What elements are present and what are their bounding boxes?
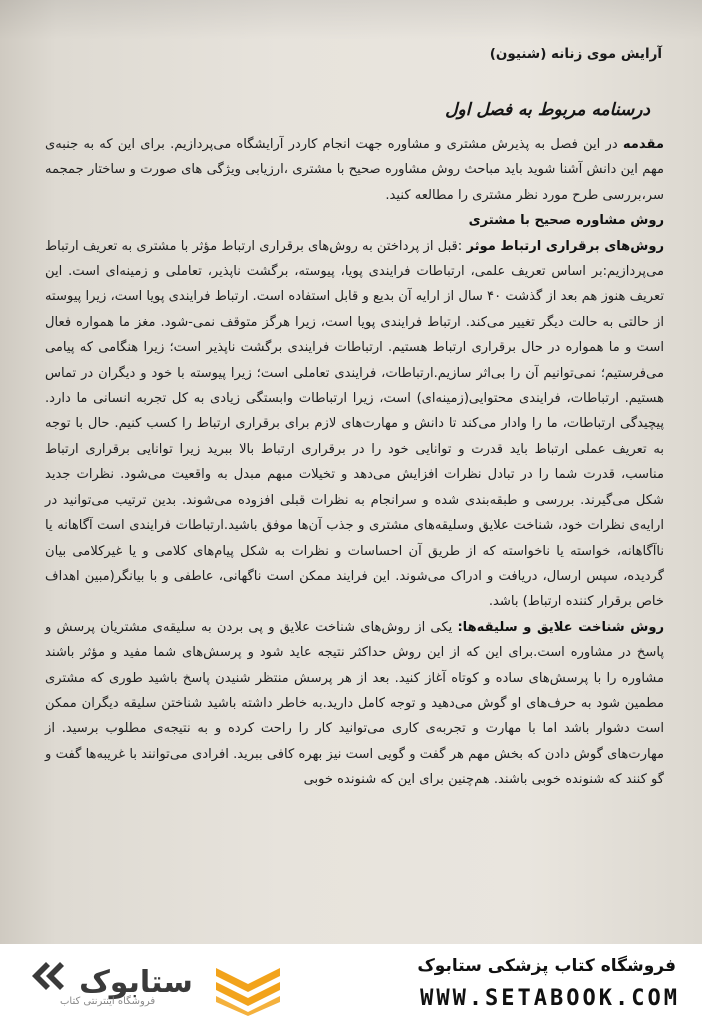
paragraph-lead: روش‌های برقراری ارتباط موثر bbox=[466, 238, 665, 254]
store-footer bbox=[0, 944, 702, 1024]
page-shadow bbox=[0, 0, 702, 40]
store-name: فروشگاه کتاب پزشکی ستابوک bbox=[417, 956, 676, 976]
chapter-title: درسنامه مربوط به فصل اول bbox=[445, 100, 650, 120]
paragraph-lead: روش شناخت علایق و سلیقه‌ها: bbox=[457, 619, 664, 635]
paragraph-lead: مقدمه bbox=[622, 137, 664, 152]
chevron-emblem-icon bbox=[216, 968, 280, 1016]
logo-tagline: فروشگاه اینترنتی کتاب bbox=[60, 996, 156, 1007]
paragraph-intro bbox=[45, 132, 664, 208]
paragraph-text: یکی از روش‌های شناخت علایق و پی بردن به سلیقه‌ی مشتریان پرسش و پاسخ در مشاوره است.برای این که از این روش حداکثر نتیجه عاید شود و پرسش‌های شما مفید و مؤثر باشند مشاوره را با پرسش‌های ساده و کوتاه آغاز کنید. بعد از هر پرسش منتظر شنیدن پاسخ باشید طوری که مشتری مطمین شود به حرف‌های او گوش می‌دهید و توجه کامل دارید.به خاطر داشته باشید شناختن سلیقه دیگران ممکن است دشوار باشد اما با مهارت و تجربه‌ی کاری می‌توانید کار را راحت کرده و به نتیجه‌ی مطلوب برسید. از مهارت‌های گوش دادن که بخش مهم هر گفت و گویی است نیز بهره کافی ببرید. افرادی می‌توانند با غریبه‌ها گفت و گو کنند که شنونده خوبی باشند. هم‌چنین برای این که شنونده خوبی bbox=[45, 619, 664, 788]
logo-wordmark: ستابوک bbox=[79, 965, 193, 1000]
paragraph-preferences bbox=[45, 615, 664, 793]
body-text bbox=[45, 132, 664, 793]
paragraph-text: :قبل از پرداختن به روش‌های برقراری ارتباط مؤثر با مشتری به تعریف ارتباط می‌پردازیم:بر اساس تعریف علمی، ارتباطات فرایندی پویا، پیوسته، برگشت ناپذیر، تعاملی و زمینه‌ای است. این تعریف هنوز هم بعد از گذشت ۴۰ سال از ارایه آن بدیع و قابل استفاده است. ارتباط فرایندی پویا است، زیرا پیوسته از حالتی به حالت دیگر تغییر می‌کند. ارتباط فرایندی پویا است، زیرا هرگز متوقف نمی-شود. مغز ما همواره فعال است و ما همواره در حال برقراری ارتباط هستیم. ارتباطات فرایندی برگشت ناپذیر است؛ زیرا هنگامی که پیامی می‌فرستیم؛ نمی‌توانیم آن را بی‌اثر سازیم.ارتباطات، فرایندی تعاملی است؛ زیرا پیوسته با خود و دیگران در تماس هستیم. ارتباطات، فرایندی محتوایی(زمینه‌ای) است، زیرا ارتباطات وابستگی زیادی به کل تجربه انسانی ما دارد. پیچیدگی ارتباطات، ما را وادار می‌کند تا دانش و مهارت‌های لازم برای برقراری ارتباط را کسب کنیم. حال با توجه به تعریف عملی ارتباط باید قدرت و توانایی خود را در برقراری ارتباط بالا ببرید زیرا توانایی برقراری ارتباط مناسب، قدرت شما را در تبادل نظرات افزایش می‌دهد و تخیلات مبهم مبدل به واقعیت می‌شود. نظرات جدید شکل می‌گیرند. بررسی و طبقه‌بندی شده و سرانجام به نظرات قبلی افزوده می‌شوند. بدین ترتیب می‌توانید در ارایه‌ی نظرات خود، شناخت علایق وسلیقه‌های مشتری و جذب آن‌ها موفق باشید.ارتباطات فرایندی است آگاهانه یا ناآگاهانه، خواسته یا ناخواسته که از طریق آن احساسات و نظرات به شکل پیام‌های کلامی و یا غیرکلامی بیان گردیده، سپس ارسال، دریافت و ادراک می‌شوند. این فرایند ممکن است ناگهانی، عاطفی و با بیانگر(مبین اهداف خاص برقرار کننده ارتباط) باشد. bbox=[45, 238, 664, 610]
paragraph-communication bbox=[45, 234, 664, 615]
running-head: آرایش موی زنانه (شنیون) bbox=[489, 46, 662, 62]
double-arrow-icon bbox=[32, 962, 64, 990]
paragraph-text: در این فصل به پذیرش مشتری و مشاوره جهت انجام کاردر آرایشگاه می‌پردازیم. برای این که به جنبه‌ی مهم این دانش آشنا شوید باید مباحث روش مشاوره صحیح با مشتری ،ارزیابی ویژگی های صورت و ساختار جمجمه سر،بررسی طرح مورد نظر مشتری را مطالعه کنید. bbox=[45, 137, 664, 203]
store-url[interactable]: WWW.SETABOOK.COM bbox=[420, 986, 680, 1011]
section-heading: روش مشاوره صحیح با مشتری bbox=[468, 213, 664, 229]
